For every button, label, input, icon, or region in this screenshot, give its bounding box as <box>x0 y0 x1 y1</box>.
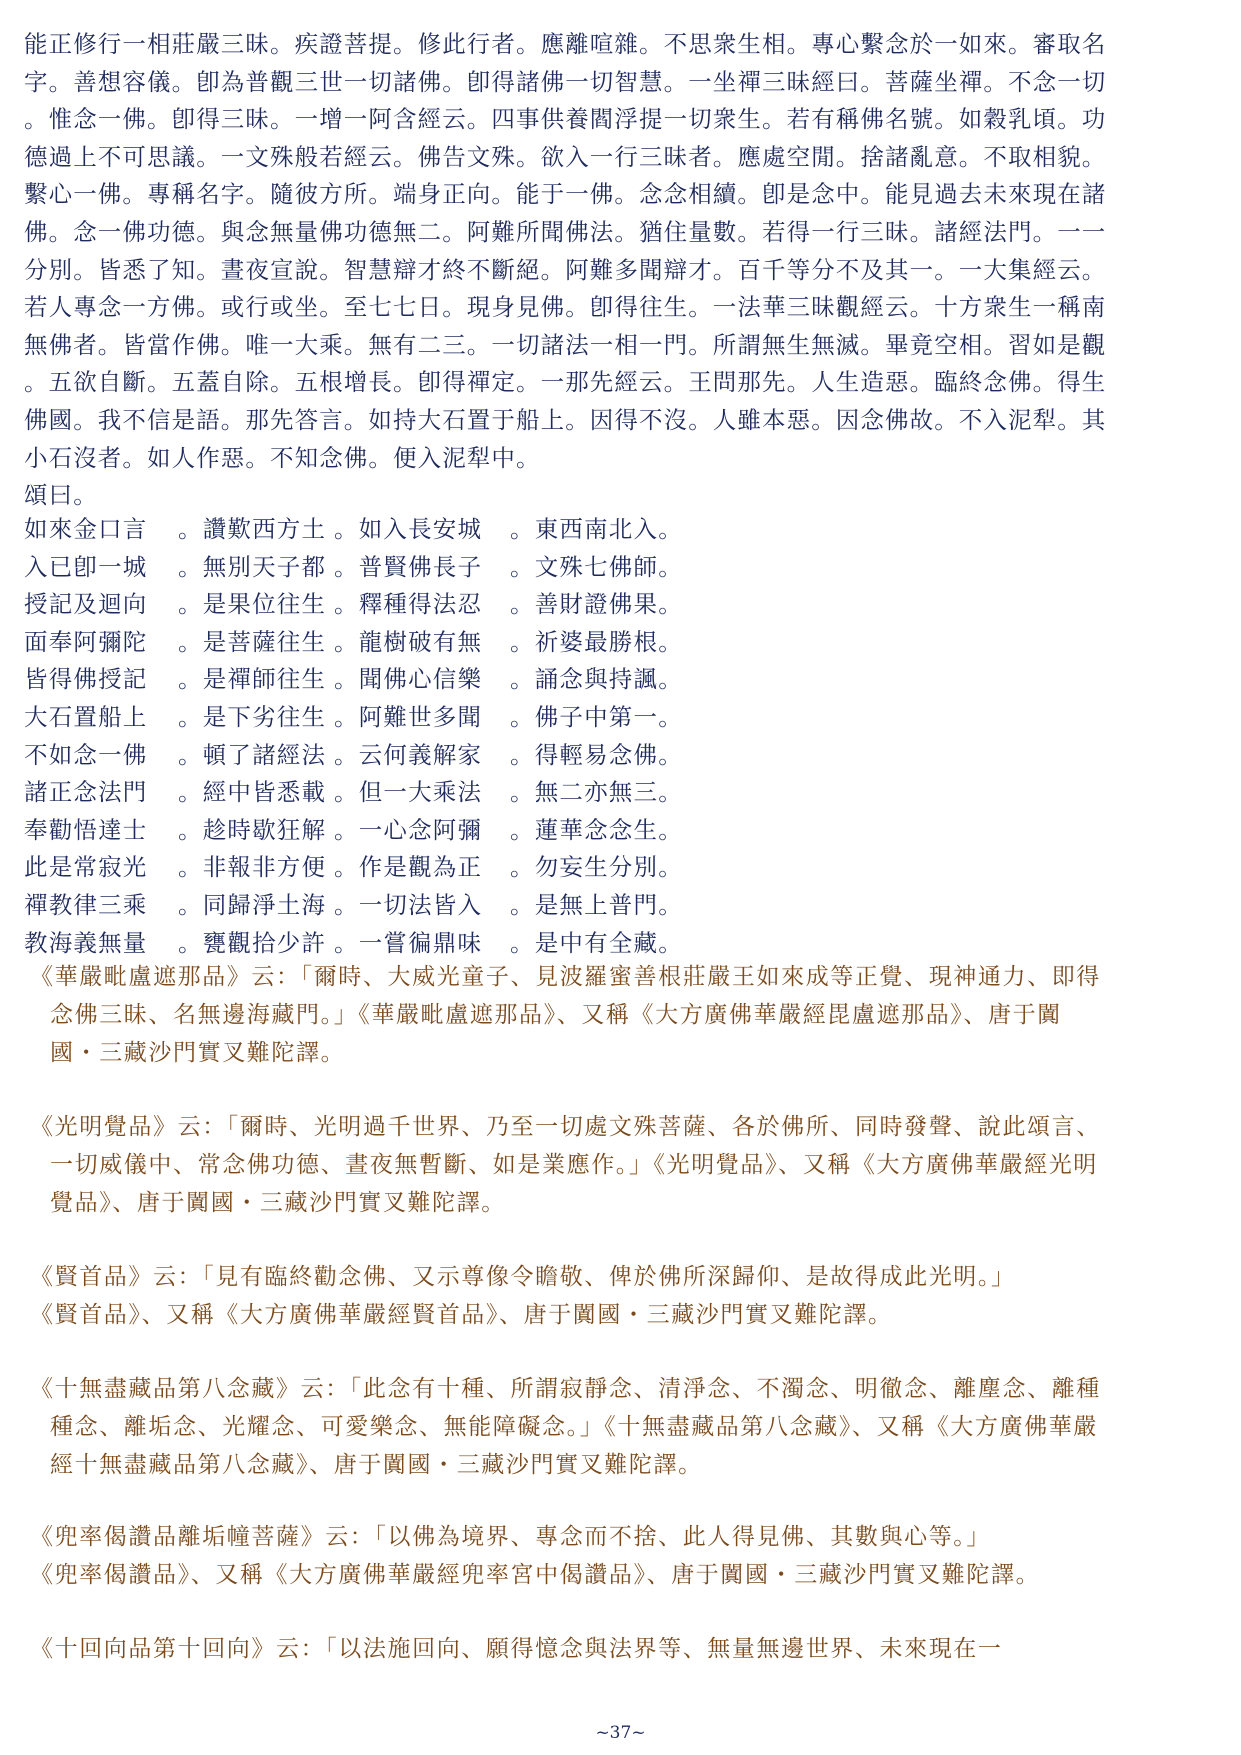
verse-phrase: 面奉阿彌陀 <box>24 627 148 656</box>
verse-phrase: 大石置船上 <box>24 702 148 731</box>
body-line: 分別。皆悉了知。晝夜宣說。智慧辯才終不斷絕。阿難多聞辯才。百千等分不及其一。一大集經云。 <box>24 255 1107 284</box>
note-line: 經十無盡藏品第八念藏》、唐于闐國・三藏沙門實叉難陀譯。 <box>50 1452 703 1478</box>
main-text <box>24 26 1220 515</box>
verse-phrase: 如來金口言 <box>24 515 148 543</box>
body-line: 。惟念一佛。卽得三昧。一增一阿含經云。四事供養閻浮提一切衆生。若有稱佛名號。如穀乳頃。功 <box>24 105 1107 134</box>
note-line: 國・三藏沙門實叉難陀譯。 <box>50 1040 346 1066</box>
note-line: 覺品》、唐于闐國・三藏沙門實叉難陀譯。 <box>50 1190 506 1216</box>
body-line: 若人專念一方佛。或行或坐。至七七日。現身見佛。卽得往生。一法華三昧觀經云。十方衆生一稱南 <box>24 293 1107 322</box>
verse-phrase: 此是常寂光 <box>24 853 148 882</box>
verse-phrase: 。頓了諸經法 <box>178 740 327 769</box>
body-line: 繫心一佛。專稱名字。隨彼方所。端身正向。能于一佛。念念相續。卽是念中。能見過去未來現在諸 <box>24 180 1107 209</box>
verse-row <box>24 624 710 662</box>
body-line: 字。善想容儀。卽為普觀三世一切諸佛。卽得諸佛一切智慧。一坐禪三昧經曰。菩薩坐禪。不念一切 <box>24 67 1107 96</box>
body-line: 小石沒者。如人作惡。不知念佛。便入泥犁中。 <box>24 443 541 472</box>
verse-phrase: 諸正念法門 <box>24 778 148 807</box>
verse-phrase: 。普賢佛長子 <box>334 552 483 581</box>
note-line: 《兜率偈讚品》、又稱《大方廣佛華嚴經兜率宮中偈讚品》、唐于闐國・三藏沙門實叉難陀譯。 <box>30 1562 1041 1588</box>
verse-row <box>24 849 710 887</box>
verse-phrase: 。東西南北入。 <box>510 515 683 543</box>
note-line: 《賢首品》云：「見有臨終勸念佛、又示尊像令瞻敬、俾於佛所深歸仰、是故得成此光明。」 <box>30 1264 1016 1290</box>
verse-phrase: 禪教律三乘 <box>24 890 148 919</box>
verse-phrase: 。善財證佛果。 <box>510 590 683 619</box>
verse-phrase: 。阿難世多聞 <box>334 702 483 731</box>
verse-phrase: 。得輕易念佛。 <box>510 740 683 769</box>
verse-phrase: 。佛子中第一。 <box>510 702 683 731</box>
note-line: 《兜率偈讚品離垢幢菩薩》云：「以佛為境界、專念而不捨、此人得見佛、其數與心等。」 <box>30 1524 991 1550</box>
verse-row <box>24 812 710 850</box>
citation-note <box>30 1108 1101 1222</box>
verse-row <box>24 511 710 549</box>
verse-row <box>24 737 710 775</box>
note-line: 《光明覺品》云：「爾時、光明過千世界、乃至一切處文殊菩薩、各於佛所、同時發聲、說此頌言、 <box>30 1114 1101 1140</box>
verse-phrase: 。文殊七佛師。 <box>510 552 683 581</box>
citation-note <box>30 1630 1003 1668</box>
verse-phrase: 。無二亦無三。 <box>510 778 683 807</box>
verse-row <box>24 549 710 587</box>
body-line: 。五欲自斷。五蓋自除。五根增長。卽得禪定。一那先經云。王問那先。人生造惡。臨終念佛。得生 <box>24 368 1107 397</box>
verse-phrase: 。非報非方便 <box>178 853 327 882</box>
citation-note <box>30 1518 1040 1594</box>
verse-phrase: 。如入長安城 <box>334 515 483 543</box>
verse-phrase: 。祈婆最勝根。 <box>510 627 683 656</box>
verse-row <box>24 925 710 963</box>
note-line: 《賢首品》、又稱《大方廣佛華嚴經賢首品》、唐于闐國・三藏沙門實叉難陀譯。 <box>30 1302 893 1328</box>
verse-phrase: 。但一大乘法 <box>334 778 483 807</box>
verse-phrase: 。一心念阿彌 <box>334 815 483 844</box>
verse-phrase: 。是中有全藏。 <box>510 928 683 957</box>
verse-row <box>24 887 710 925</box>
verse-row <box>24 586 710 624</box>
verse-phrase: 。經中皆悉載 <box>178 778 327 807</box>
body-line: 佛。念一佛功德。與念無量佛功德無二。阿難所聞佛法。猶住量數。若得一行三昧。諸經法門。一一 <box>24 217 1107 246</box>
verse-phrase: 。龍樹破有無 <box>334 627 483 656</box>
verse-phrase: 。蓮華念念生。 <box>510 815 683 844</box>
note-line: 種念、離垢念、光耀念、可愛樂念、無能障礙念。」《十無盡藏品第八念藏》、又稱《大方廣佛華嚴 <box>50 1414 1098 1440</box>
body-line: 能正修行一相莊嚴三昧。疾證菩提。修此行者。應離喧雜。不思衆生相。專心繫念於一如來。審取名 <box>24 30 1107 58</box>
verse-phrase: 奉勸悟達士 <box>24 815 148 844</box>
citation-note <box>30 958 1101 1072</box>
verse-row <box>24 774 710 812</box>
note-line: 《華嚴毗盧遮那品》云：「爾時、大威光童子、見波羅蜜善根莊嚴王如來成等正覺、現神通力、即得 <box>30 964 1101 990</box>
verse-phrase: 。勿妄生分別。 <box>510 853 683 882</box>
body-line: 佛國。我不信是語。那先答言。如持大石置于船上。因得不沒。人雖本惡。因念佛故。不入泥犁。其 <box>24 405 1107 434</box>
verse-phrase: 。是無上普門。 <box>510 890 683 919</box>
verse-phrase: 。一嘗徧鼎味 <box>334 928 483 957</box>
verse-phrase: 皆得佛授記 <box>24 665 148 694</box>
verse-phrase: 。云何義解家 <box>334 740 483 769</box>
verse-phrase: 。釋種得法忍 <box>334 590 483 619</box>
note-line: 念佛三昧、名無邊海藏門。」《華嚴毗盧遮那品》、又稱《大方廣佛華嚴經毘盧遮那品》、唐于闐 <box>50 1002 1062 1028</box>
verse-row <box>24 661 710 699</box>
page-number: ~37~ <box>595 1723 646 1743</box>
verse-phrase: 。無別天子都 <box>178 552 327 581</box>
verse-phrase: 。趁時歇狂解 <box>178 815 327 844</box>
verse-phrase: 。一切法皆入 <box>334 890 483 919</box>
body-line: 德過上不可思議。一文殊般若經云。佛告文殊。欲入一行三昧者。應處空閒。捨諸亂意。不取相貌。 <box>24 142 1107 171</box>
verse-phrase: 。甕觀拾少許 <box>178 928 327 957</box>
citation-note <box>30 1258 1016 1334</box>
body-line: 無佛者。皆當作佛。唯一大乘。無有二三。一切諸法一相一門。所謂無生無滅。畢竟空相。習如是觀 <box>24 330 1107 359</box>
verse-phrase: 。是菩薩往生 <box>178 627 327 656</box>
verse-phrase: 。是果位往生 <box>178 590 327 619</box>
verse-phrase: 。誦念與持諷。 <box>510 665 683 694</box>
verse-phrase: 。同歸淨土海 <box>178 890 327 919</box>
verse-phrase: 。是禪師往生 <box>178 665 327 694</box>
verse-phrase: 授記及迴向 <box>24 590 148 619</box>
verse-phrase: 教海義無量 <box>24 928 148 957</box>
verse-phrase: 。聞佛心信樂 <box>334 665 483 694</box>
note-line: 一切威儀中、常念佛功德、晝夜無暫斷、如是業應作。」《光明覺品》、又稱《大方廣佛華嚴經光明 <box>50 1152 1098 1178</box>
note-line: 《十無盡藏品第八念藏》云：「此念有十種、所謂寂靜念、清淨念、不濁念、明徹念、離塵念、離種 <box>30 1376 1101 1402</box>
verse-row <box>24 699 710 737</box>
verse-block <box>24 511 710 962</box>
verse-phrase: 。是下劣往生 <box>178 702 327 731</box>
verse-phrase: 不如念一佛 <box>24 740 148 769</box>
note-line: 《十回向品第十回向》云：「以法施回向、願得憶念與法界等、無量無邊世界、未來現在一 <box>30 1636 1003 1662</box>
citation-note <box>30 1370 1101 1484</box>
verse-phrase: 。作是觀為正 <box>334 853 483 882</box>
ode-label: 頌曰。 <box>24 481 98 510</box>
verse-phrase: 。讚歎西方土 <box>178 515 327 543</box>
verse-phrase: 入已卽一城 <box>24 552 148 581</box>
